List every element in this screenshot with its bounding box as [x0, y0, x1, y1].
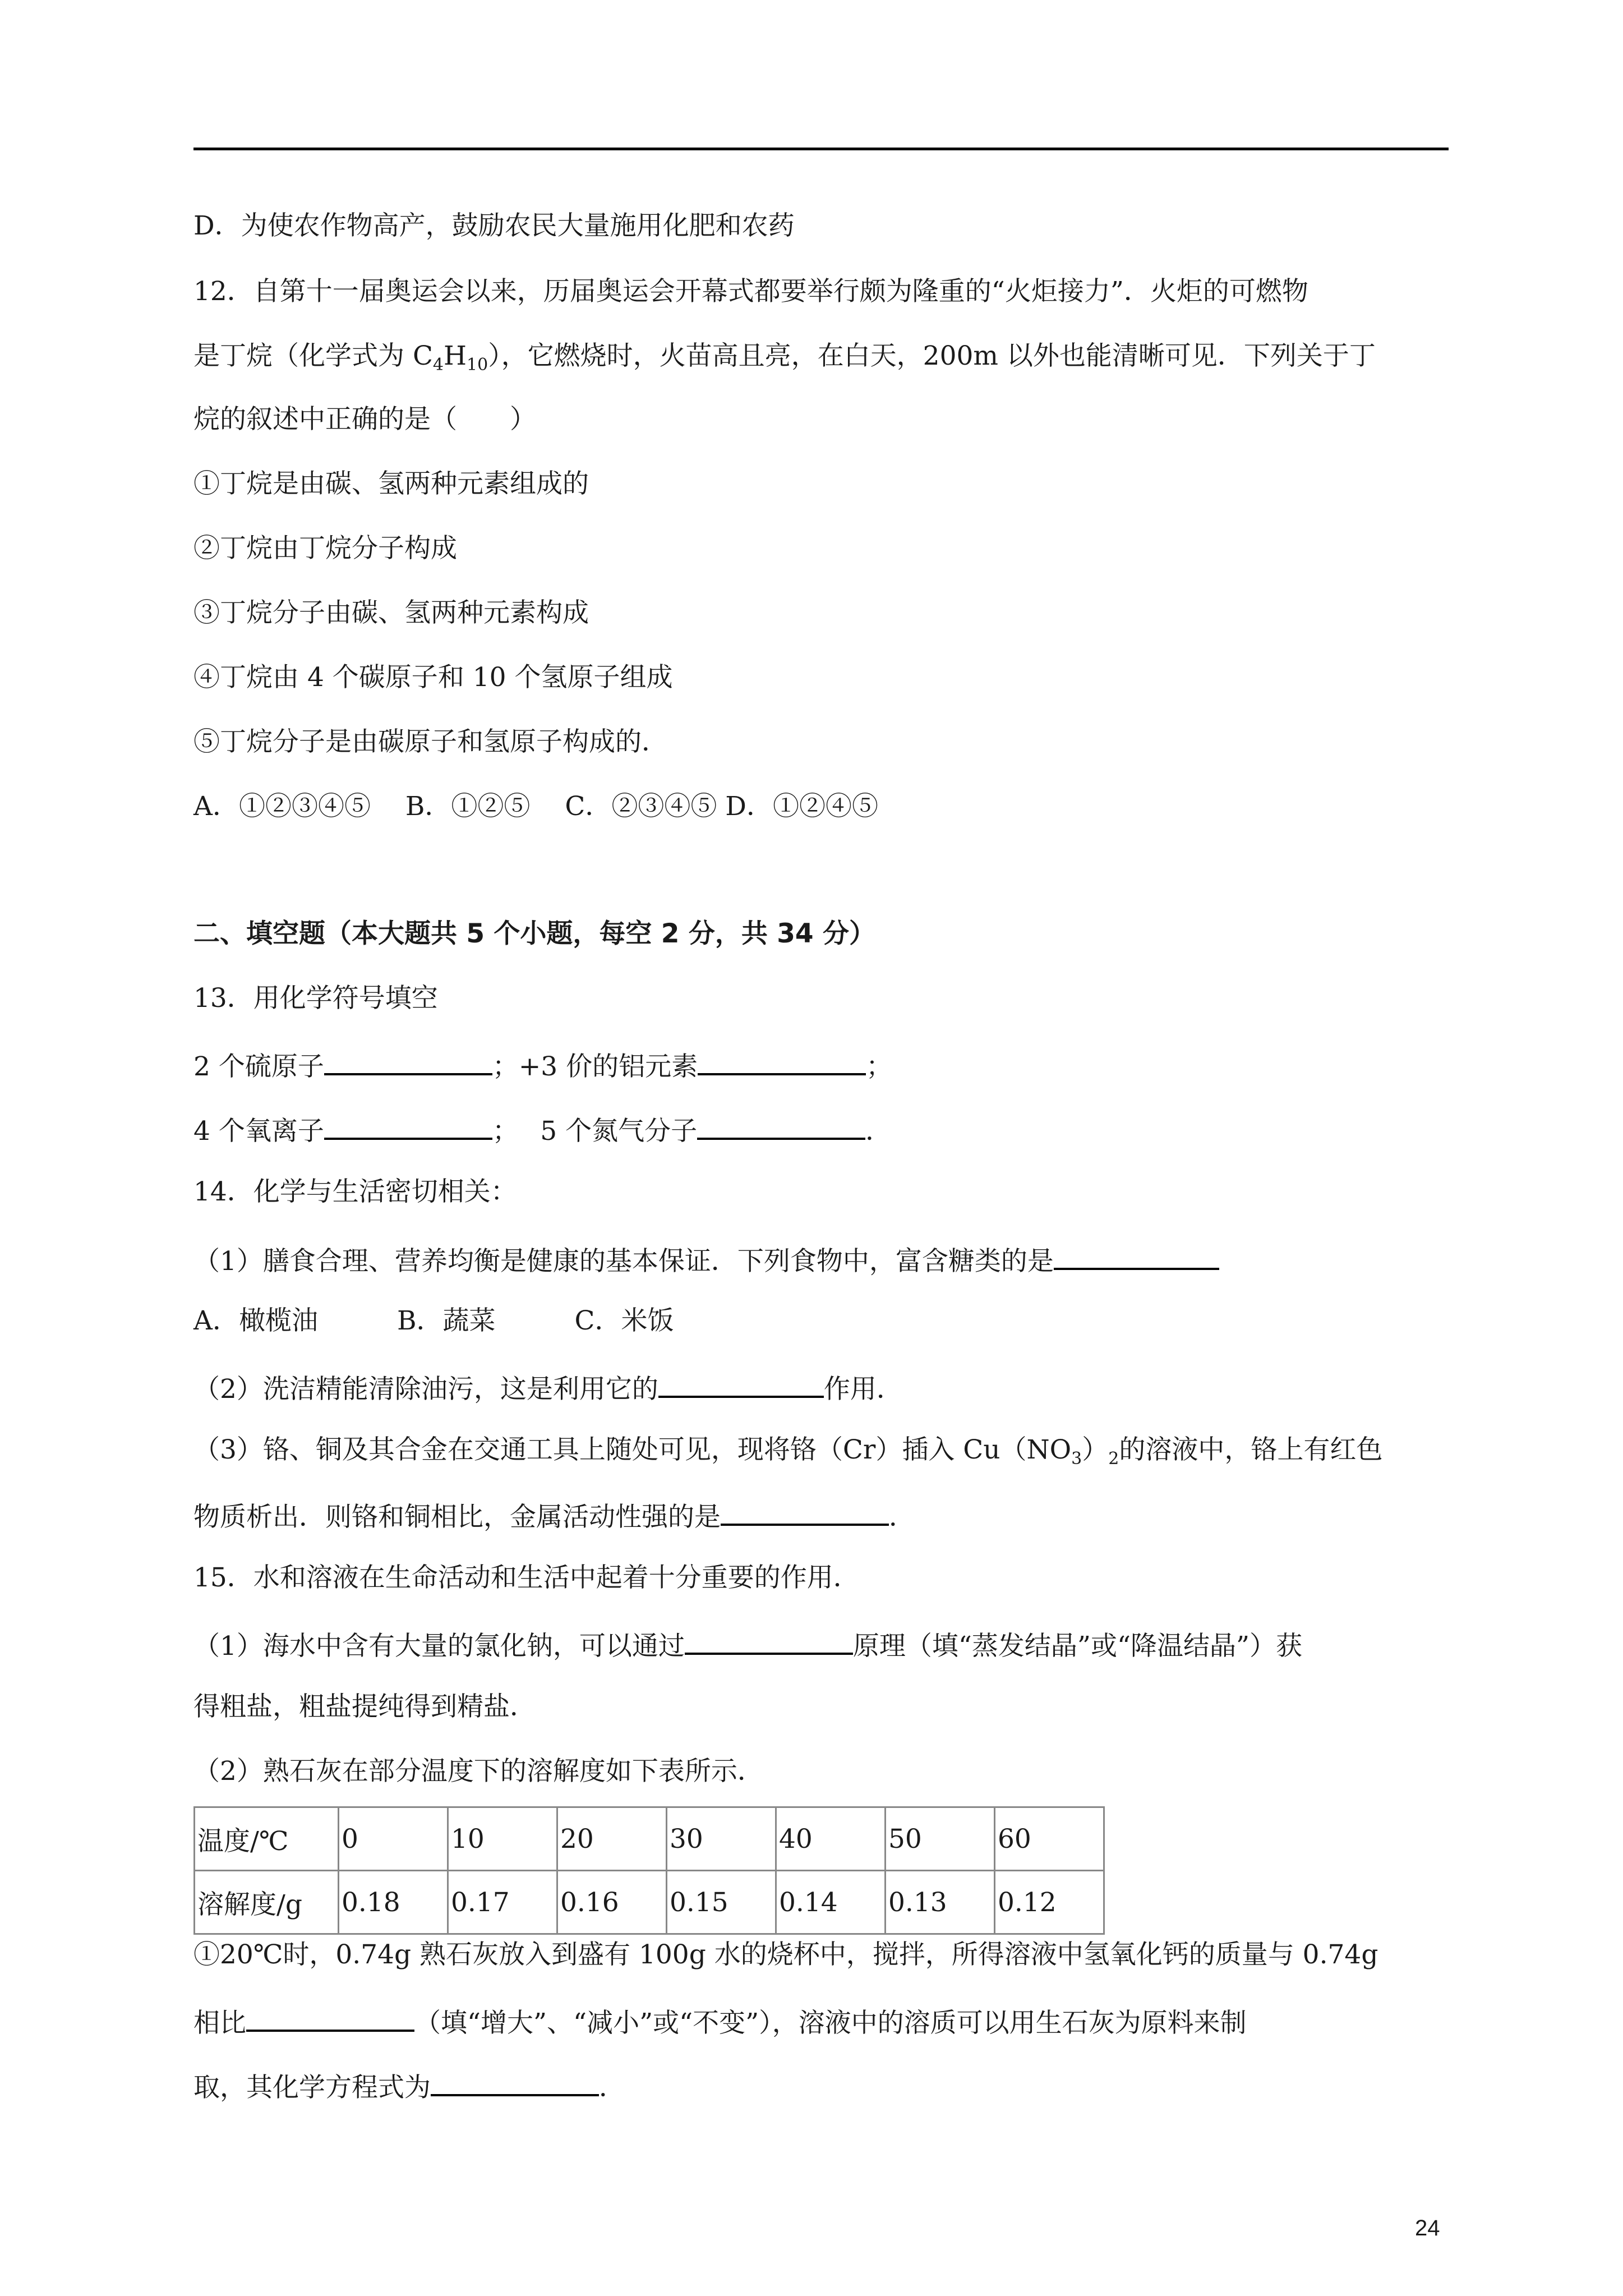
q15-title: 15．水和溶液在生命活动和生活中起着十分重要的作用． [193, 1562, 860, 1593]
answer-blank[interactable] [324, 1046, 492, 1075]
answer-blank[interactable] [324, 1111, 492, 1140]
solubility-table [193, 1806, 1105, 1935]
table-cell: 60 [995, 1807, 1104, 1871]
table-cell: 0.13 [886, 1871, 995, 1934]
q14-part-3-line-2: 物质析出．则铬和铜相比，金属活动性强的是 ． [193, 1497, 915, 1534]
table-cell: 50 [886, 1807, 995, 1871]
q15-part-2: （2）熟石灰在部分温度下的溶解度如下表所示． [193, 1756, 764, 1787]
q12-statement-1: ①丁烷是由碳、氢两种元素组成的 [193, 468, 589, 499]
section-2-heading: 二、填空题（本大题共 5 个小题，每空 2 分，共 34 分） [193, 918, 875, 949]
table-cell: 0.15 [667, 1871, 776, 1934]
q12-statement-2: ②丁烷由丁烷分子构成 [193, 533, 457, 564]
answer-blank[interactable] [658, 1369, 824, 1398]
q15-part-1-line-1: （1）海水中含有大量的氯化钠，可以通过 原理（填“蒸发结晶”或“降温结晶”）获 [193, 1626, 1302, 1663]
q11-option-d: D．为使农作物高产，鼓励农民大量施用化肥和农药 [193, 210, 795, 241]
q12-line-2: 是丁烷（化学式为 $C_4H_{10}$），它燃烧时，火苗高且亮，在白天，200m 以外也能清晰可见．下列关于丁 [193, 341, 1376, 375]
q12-line-3: 烷的叙述中正确的是（ ） [193, 404, 536, 435]
table-cell: 10 [448, 1807, 557, 1871]
table-cell: 温度/℃ [195, 1807, 339, 1871]
table-cell: 0.12 [995, 1871, 1104, 1934]
table-cell: 0.17 [448, 1871, 557, 1934]
q14-part-1: （1）膳食合理、营养均衡是健康的基本保证．下列食物中，富含糖类的是 [193, 1241, 1219, 1278]
answer-blank[interactable] [721, 1497, 889, 1526]
q12-options: A．①②③④⑤ B．①②⑤ C．②③④⑤ D．①②④⑤ [193, 791, 878, 822]
q12-line-1: 12．自第十一届奥运会以来，历届奥运会开幕式都要举行颇为隆重的“火炬接力”．火炬的可燃物 [193, 276, 1308, 307]
q14-title: 14．化学与生活密切相关： [193, 1176, 517, 1207]
table-cell: 0.18 [339, 1871, 448, 1934]
q14-part-2: （2）洗洁精能清除油污，这是利用它的 作用． [193, 1369, 903, 1406]
table-cell: 40 [776, 1807, 886, 1871]
page-number: 24 [1415, 2216, 1440, 2240]
q15-sub1-line-3: 取，其化学方程式为 ． [193, 2067, 625, 2105]
answer-blank[interactable] [246, 2003, 414, 2032]
answer-blank[interactable] [431, 2067, 599, 2096]
table-cell: 0 [339, 1807, 448, 1871]
q12-statement-3: ③丁烷分子由碳、氢两种元素构成 [193, 597, 589, 628]
answer-blank[interactable] [697, 1111, 865, 1140]
q13-title: 13．用化学符号填空 [193, 983, 438, 1014]
table-row [195, 1871, 1104, 1934]
q13-line-b: 4 个氧离子 ； 5 个氮气分子 ． [193, 1111, 892, 1148]
table-cell: 溶解度/g [195, 1871, 339, 1934]
q12-statement-5: ⑤丁烷分子是由碳原子和氢原子构成的． [193, 726, 668, 757]
q15-sub1-line-1: ①20℃时，0.74g 熟石灰放入到盛有 100g 水的烧杯中，搅拌，所得溶液中氢氧化钙的质量与 0.74g [193, 1939, 1378, 1970]
q15-sub1-line-2: 相比 （填“增大”、“减小”或“不变”），溶液中的溶质可以用生石灰为原料来制 [193, 2003, 1247, 2040]
header-rule [193, 148, 1449, 150]
q15-part-1-line-2: 得粗盐，粗盐提纯得到精盐． [193, 1691, 536, 1722]
table-cell: 30 [667, 1807, 776, 1871]
q13-line-a: 2 个硫原子 ；+3 价的铝元素 ； [193, 1046, 892, 1084]
table-cell: 20 [557, 1807, 667, 1871]
answer-blank[interactable] [1054, 1241, 1219, 1270]
q12-statement-4: ④丁烷由 4 个碳原子和 10 个氢原子组成 [193, 662, 673, 693]
q14-part-1-options: A．橄榄油 B．蔬菜 C．米饭 [193, 1305, 674, 1336]
answer-blank[interactable] [685, 1626, 853, 1655]
table-cell: 0.16 [557, 1871, 667, 1934]
table-row [195, 1807, 1104, 1871]
answer-blank[interactable] [698, 1046, 866, 1075]
q14-part-3-line-1: （3）铬、铜及其合金在交通工具上随处可见，现将铬（Cr）插入 $Cu(NO_3)_2$的溶液中，铬上有红色 [193, 1434, 1383, 1469]
table-cell: 0.14 [776, 1871, 886, 1934]
